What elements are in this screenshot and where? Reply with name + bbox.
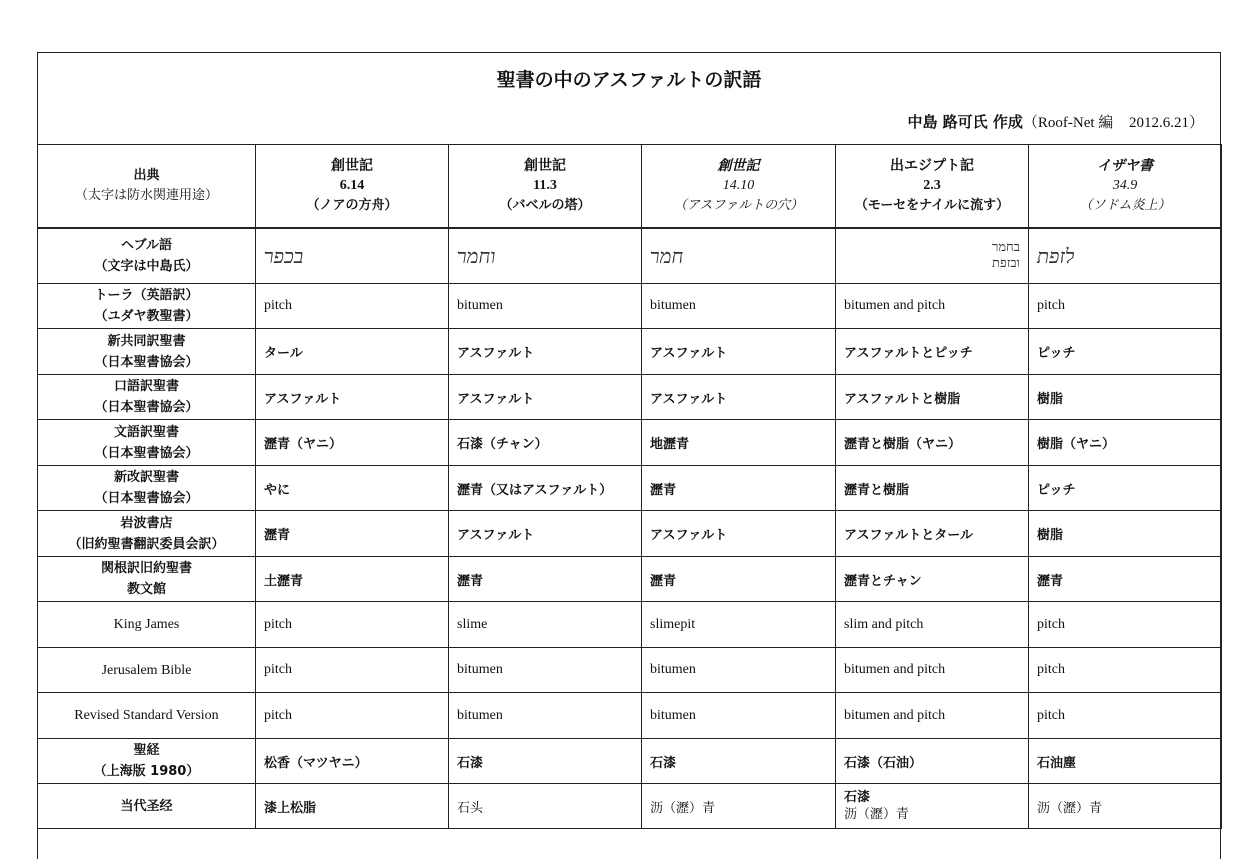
translation-cell: ピッチ [1029, 466, 1222, 511]
translation-cell: アスファルト [256, 375, 449, 420]
header-row [38, 145, 1222, 229]
row-label-line1: 文語訳聖書 [113, 424, 179, 440]
row-label [38, 511, 256, 557]
translation-row [38, 739, 1222, 784]
translation-cell: アスファルトとタール [836, 511, 1029, 557]
translation-cell: アスファルト [449, 375, 642, 420]
author-date: 2012.6.21） [1128, 115, 1204, 131]
row-label-line1: 口語訳聖書 [113, 379, 179, 394]
translation-cell: pitch [256, 284, 449, 329]
row-label-line2: （文字は中島氏） [94, 259, 199, 274]
row-label-line1: 新共同訳聖書 [107, 333, 186, 349]
translation-row [38, 557, 1222, 602]
author-note: （Roof-Net 編 [1022, 115, 1114, 131]
cell-line1: 石漆 [844, 790, 871, 805]
row-label [38, 375, 256, 420]
hebrew-cell [449, 228, 642, 284]
translation-cell: slim and pitch [836, 602, 1029, 648]
row-label [38, 693, 256, 739]
row-label-line2: （ユダヤ教聖書） [94, 309, 199, 324]
translation-cell: 石漆 [449, 739, 642, 784]
author-name: 中島 路可氏 作成 [907, 113, 1023, 131]
column-header [1029, 145, 1222, 229]
row-label-line1: Revised Standard Version [74, 708, 219, 723]
translation-cell: 樹脂 [1029, 375, 1222, 420]
translation-cell: bitumen [642, 284, 836, 329]
translation-row [38, 420, 1222, 466]
row-label-line1: King James [113, 617, 180, 632]
row-label [38, 739, 256, 784]
hebrew-handwriting: וחמר [455, 243, 498, 268]
translation-cell: 石漆 [642, 739, 836, 784]
translation-cell: 地瀝青 [642, 420, 836, 466]
column-subtitle: （ノアの方舟） [306, 198, 398, 213]
translation-cell: 瀝青 [1029, 557, 1222, 602]
translation-cell: 土瀝青 [256, 557, 449, 602]
row-label-line1: Jerusalem Bible [101, 662, 192, 678]
translation-cell: 石漆（チャン） [449, 420, 642, 466]
row-label [38, 329, 256, 375]
hebrew-handwriting: בכפר [262, 243, 306, 268]
translation-cell: 瀝青 [642, 557, 836, 602]
column-book: 出エジプト記 [890, 158, 974, 174]
translation-cell: アスファルト [449, 511, 642, 557]
translation-row [38, 511, 1222, 557]
translation-cell: pitch [1029, 284, 1222, 329]
translation-cell: 瀝青（又はアスファルト） [449, 466, 642, 511]
row-label-line2: （日本聖書協会） [94, 354, 199, 370]
document-sheet [37, 52, 1221, 859]
column-subtitle: （ソドム炎上） [1079, 198, 1171, 213]
column-header [256, 145, 449, 229]
translation-cell: slime [449, 602, 642, 648]
translation-cell: アスファルトとピッチ [836, 329, 1029, 375]
row-label-line2: 教文館 [126, 582, 166, 597]
column-subtitle: （アスファルトの穴） [673, 198, 804, 213]
translation-row [38, 693, 1222, 739]
translation-row [38, 648, 1222, 693]
translation-cell: pitch [1029, 602, 1222, 648]
translation-cell: bitumen and pitch [836, 693, 1029, 739]
translation-cell: pitch [256, 693, 449, 739]
translation-cell: やに [256, 466, 449, 511]
hebrew-cell [256, 228, 449, 284]
row-label-line1: 関根訳旧約聖書 [100, 561, 192, 576]
translation-cell: 漆上松脂 [256, 784, 449, 829]
column-book: 創世記 [717, 158, 760, 174]
translation-cell: 瀝青 [449, 557, 642, 602]
translation-row [38, 466, 1222, 511]
row-label-line2: （日本聖書協会） [94, 491, 199, 506]
cell-line2: 沥（瀝）青 [844, 807, 910, 822]
translation-cell: アスファルトと樹脂 [836, 375, 1029, 420]
translation-cell: bitumen [449, 648, 642, 693]
column-verse: 34.9 [1112, 178, 1138, 193]
translation-row [38, 602, 1222, 648]
translation-cell: bitumen [449, 693, 642, 739]
row-label [38, 228, 256, 284]
translation-cell: pitch [1029, 693, 1222, 739]
translation-cell: 瀝青とチャン [836, 557, 1029, 602]
row-label [38, 420, 256, 466]
translation-cell: 瀝青と樹脂（ヤニ） [836, 420, 1029, 466]
translation-cell: 沥（瀝）青 [642, 784, 836, 829]
row-label: 当代圣经 [38, 784, 256, 829]
translation-cell: アスファルト [642, 375, 836, 420]
row-label [38, 466, 256, 511]
column-verse: 6.14 [339, 178, 365, 193]
translation-cell: pitch [1029, 648, 1222, 693]
translation-cell: 松香（マツヤニ） [256, 739, 449, 784]
hebrew-cell [836, 228, 1029, 284]
source-header [38, 145, 256, 229]
column-header [836, 145, 1029, 229]
translation-cell: bitumen and pitch [836, 648, 1029, 693]
hebrew-handwriting: לזפת [1035, 243, 1077, 268]
translation-cell: bitumen [642, 693, 836, 739]
document-title: 聖書の中のアスファルトの訳語 [496, 69, 762, 91]
source-header-note: （太字は防水関連用途） [74, 188, 218, 203]
translation-row [38, 329, 1222, 375]
column-header [449, 145, 642, 229]
row-label [38, 648, 256, 693]
translation-cell: bitumen [449, 284, 642, 329]
column-subtitle: （モーセをナイルに流す） [854, 198, 1010, 213]
hebrew-cell [642, 228, 836, 284]
column-book: イザヤ書 [1097, 158, 1153, 174]
row-label-line1: トーラ（英語訳） [94, 288, 199, 303]
translation-cell: アスファルト [642, 329, 836, 375]
translation-cell: 瀝青 [642, 466, 836, 511]
translation-cell: アスファルト [449, 329, 642, 375]
hebrew-cell [1029, 228, 1222, 284]
translation-cell: 石漆（石油） [836, 739, 1029, 784]
row-label-line1: 聖経 [133, 743, 160, 758]
translation-cell [836, 784, 1029, 829]
translation-cell: 樹脂（ヤニ） [1029, 420, 1222, 466]
translation-cell: 瀝青と樹脂 [836, 466, 1029, 511]
translation-cell: bitumen [642, 648, 836, 693]
translation-cell: bitumen and pitch [836, 284, 1029, 329]
author-line [907, 111, 1204, 132]
row-label-line2: （日本聖書協会） [94, 445, 199, 461]
hebrew-row [38, 228, 1222, 284]
hebrew-handwriting: חמר [648, 243, 686, 268]
translation-cell: 樹脂 [1029, 511, 1222, 557]
translation-cell: アスファルト [642, 511, 836, 557]
translation-cell: slimepit [642, 602, 836, 648]
translation-cell: 瀝青（ヤニ） [256, 420, 449, 466]
translation-cell: pitch [256, 648, 449, 693]
row-label [38, 284, 256, 329]
row-label-line1: 新改訳聖書 [113, 470, 179, 485]
row-label-line2: （旧約聖書翻訳委員会訳） [68, 536, 225, 552]
row-label-line1: ヘブル語 [120, 238, 173, 253]
hebrew-handwriting: בחמר [991, 240, 1020, 255]
column-verse: 11.3 [533, 178, 557, 193]
translation-row [38, 784, 1222, 829]
translation-cell: タール [256, 329, 449, 375]
translation-cell: 石头 [449, 784, 642, 829]
hebrew-handwriting-line2: ובזפת [992, 256, 1020, 271]
translation-cell: pitch [256, 602, 449, 648]
translation-cell: 石油塵 [1029, 739, 1222, 784]
column-subtitle: （バベルの塔） [499, 198, 591, 213]
row-label-line2: （上海版 1980） [93, 764, 200, 779]
column-book: 創世記 [524, 158, 566, 174]
translation-table [37, 144, 1222, 829]
row-label [38, 602, 256, 648]
source-header-title: 出典 [133, 168, 160, 183]
translation-cell: ピッチ [1029, 329, 1222, 375]
column-verse: 14.10 [722, 178, 755, 193]
column-verse: 2.3 [923, 178, 941, 193]
column-book: 創世記 [331, 158, 373, 174]
row-label [38, 557, 256, 602]
translation-cell: 沥（瀝）青 [1029, 784, 1222, 829]
column-header [642, 145, 836, 229]
title-block [38, 53, 1220, 145]
translation-cell: 瀝青 [256, 511, 449, 557]
translation-row [38, 375, 1222, 420]
row-label-line1: 岩波書店 [120, 515, 173, 531]
translation-row [38, 284, 1222, 329]
row-label-line2: （日本聖書協会） [94, 400, 199, 415]
